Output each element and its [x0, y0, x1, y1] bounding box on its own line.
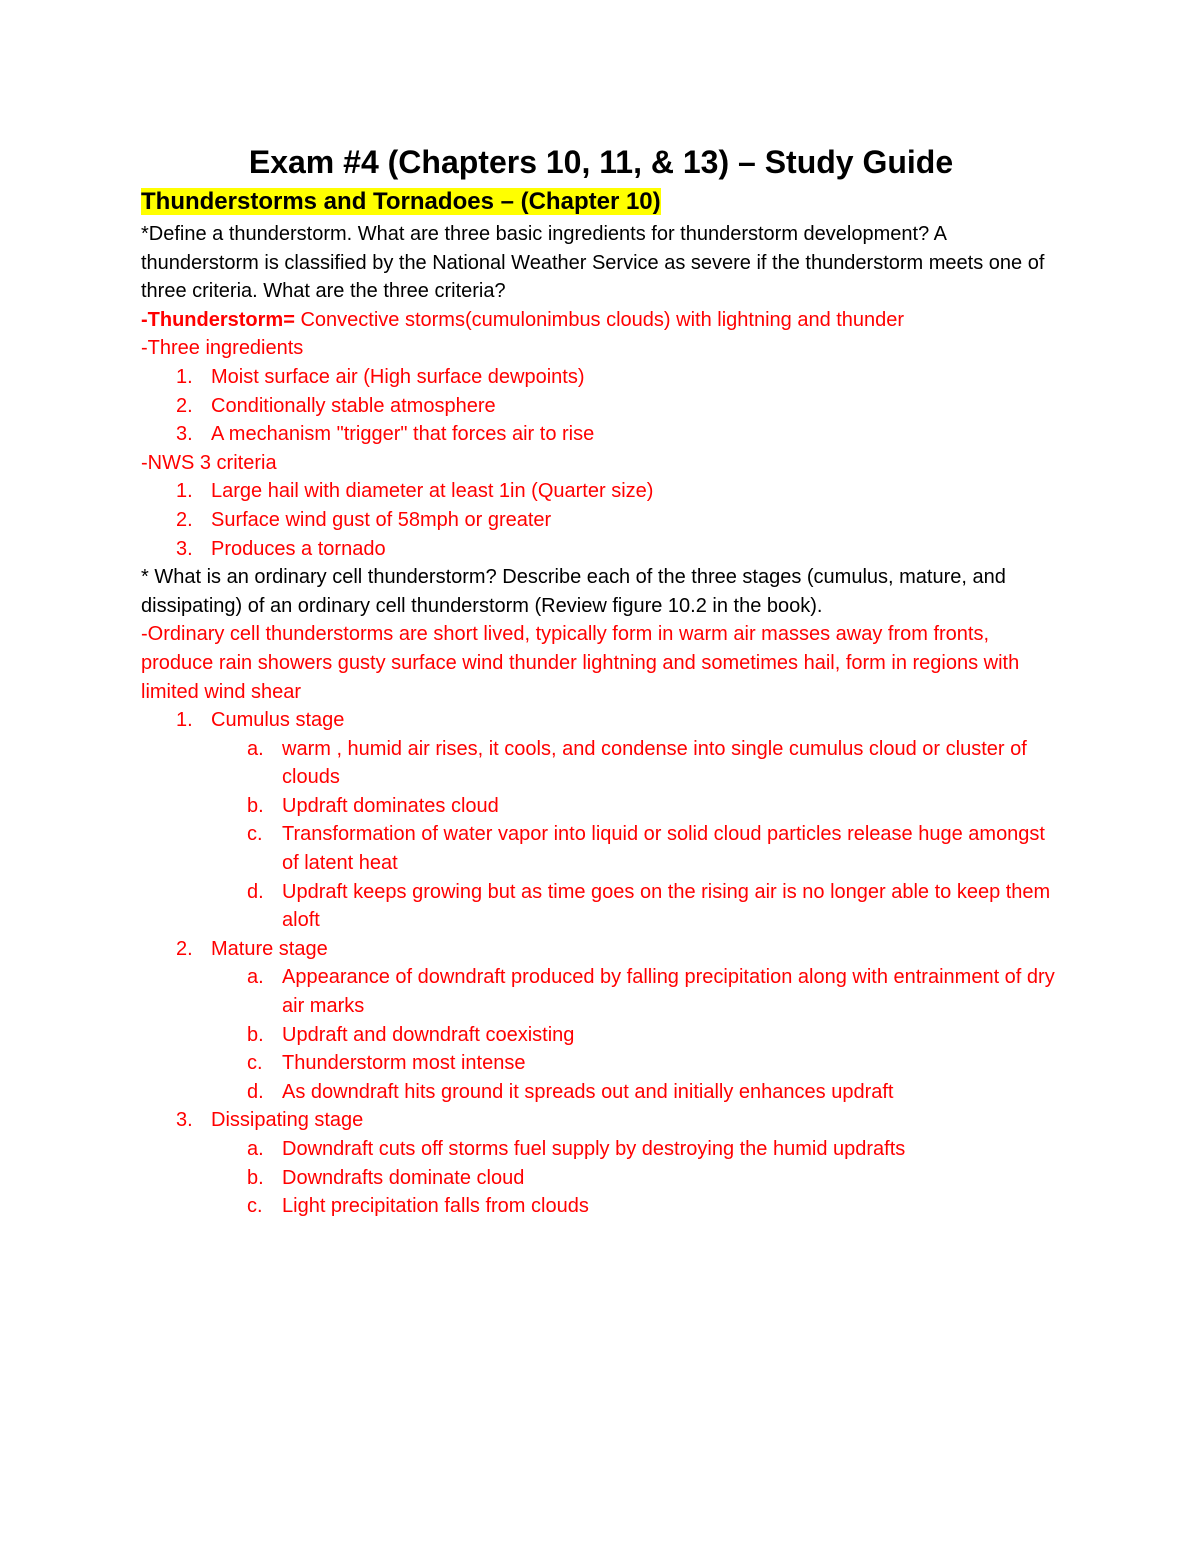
- list-item-text: Produces a tornado: [211, 537, 386, 560]
- list-item: [141, 392, 1061, 421]
- document-title: Exam #4 (Chapters 10, 11, & 13) – Study Guide: [248, 144, 954, 180]
- list-item-text: Updraft keeps growing but as time goes on the rising air is no longer able to keep them aloft: [282, 880, 1051, 932]
- sub-list-item: [141, 1021, 1061, 1050]
- list-marker: 2.: [176, 508, 193, 531]
- list-item-text: Moist surface air (High surface dewpoints): [211, 365, 585, 388]
- document-page: [141, 140, 1061, 1221]
- list-marker: b.: [247, 1023, 264, 1046]
- list-item-text: Transformation of water vapor into liquid or solid cloud particles release huge amongst of latent heat: [282, 823, 1045, 875]
- question-thunderstorm-definition: *Define a thunderstorm. What are three basic ingredients for thunderstorm development? A thunderstorm is classified by the National Weather Service as severe if the thunderstorm meets one of three criteria. What are the three criteria?: [141, 223, 1045, 303]
- question-ordinary-cell: * What is an ordinary cell thunderstorm? Describe each of the three stages (cumulus, mature, and dissipating) of an ordinary cell thunderstorm (Review figure 10.2 in the book).: [141, 566, 1006, 617]
- section-heading-text: Thunderstorms and Tornadoes – (Chapter 10): [141, 188, 661, 215]
- list-marker: a.: [247, 1138, 264, 1160]
- definition-text: Convective storms(cumulonimbus clouds) with lightning and thunder: [294, 308, 905, 331]
- stage-item: [141, 706, 1061, 735]
- list-item-text: A mechanism "trigger" that forces air to rise: [211, 423, 595, 446]
- list-item-text: Updraft dominates cloud: [282, 794, 499, 817]
- list-item: [141, 506, 1061, 535]
- sub-list-item: [141, 1049, 1061, 1078]
- list-item-text: Large hail with diameter at least 1in (Quarter size): [211, 480, 654, 503]
- list-marker: 2.: [176, 394, 193, 417]
- list-marker: b.: [247, 794, 264, 817]
- sub-list-item: [141, 792, 1061, 821]
- list-item-text: warm , humid air rises, it cools, and condense into single cumulus cloud or cluster of clouds: [282, 737, 1027, 789]
- list-marker: d.: [247, 1080, 264, 1103]
- list-marker: a.: [247, 966, 264, 989]
- list-marker: b.: [247, 1166, 264, 1189]
- list-marker: a.: [247, 737, 264, 760]
- list-marker: 3.: [176, 1109, 193, 1132]
- stage-label: Dissipating stage: [211, 1109, 364, 1132]
- sub-list-item: [141, 1164, 1061, 1193]
- list-marker: c.: [247, 1052, 263, 1075]
- definition-term: -Thunderstorm=: [141, 308, 295, 331]
- sub-list-item: [141, 1078, 1061, 1107]
- list-item-text: Updraft and downdraft coexisting: [282, 1023, 575, 1046]
- answer-thunderstorm-definition: [141, 306, 1061, 335]
- list-marker: c.: [247, 1195, 263, 1218]
- list-marker: 1.: [176, 365, 193, 388]
- list-item: [141, 477, 1061, 506]
- list-item: [141, 420, 1061, 449]
- list-item-text: Conditionally stable atmosphere: [211, 394, 496, 417]
- list-item-text: Appearance of downdraft produced by falling precipitation along with entrainment of dry air marks: [282, 966, 1055, 1018]
- stage-item: [141, 1106, 1061, 1135]
- list-item: [141, 363, 1061, 392]
- list-item-text: Downdraft cuts off storms fuel supply by destroying the humid updrafts: [282, 1138, 906, 1160]
- sub-list-item: [141, 735, 1061, 792]
- section-heading: [141, 184, 1061, 220]
- sub-list-item: [141, 1135, 1061, 1164]
- criteria-label: -NWS 3 criteria: [141, 451, 277, 474]
- sub-list-item: [141, 878, 1061, 935]
- sub-list-item: [141, 1192, 1061, 1221]
- list-marker: d.: [247, 880, 264, 903]
- list-marker: 1.: [176, 480, 193, 503]
- stage-label: Cumulus stage: [211, 709, 345, 732]
- list-item-text: Surface wind gust of 58mph or greater: [211, 508, 552, 531]
- list-marker: 2.: [176, 937, 193, 960]
- sub-list-item: [141, 820, 1061, 877]
- list-marker: 1.: [176, 709, 193, 732]
- list-item: [141, 535, 1061, 564]
- answer-ordinary-cell: -Ordinary cell thunderstorms are short lived, typically form in warm air masses away from fronts, produce rain showers gusty surface wind thunder lightning and sometimes hail, form in regions with limited wind shear: [141, 623, 1020, 703]
- list-marker: 3.: [176, 423, 193, 446]
- list-marker: c.: [247, 823, 263, 846]
- ingredients-label: -Three ingredients: [141, 337, 304, 360]
- list-marker: 3.: [176, 537, 193, 560]
- stage-item: [141, 935, 1061, 964]
- list-item-text: Light precipitation falls from clouds: [282, 1195, 589, 1218]
- stage-label: Mature stage: [211, 937, 328, 960]
- list-item-text: Thunderstorm most intense: [282, 1052, 526, 1075]
- list-item-text: As downdraft hits ground it spreads out and initially enhances updraft: [282, 1080, 894, 1103]
- list-item-text: Downdrafts dominate cloud: [282, 1166, 525, 1189]
- sub-list-item: [141, 963, 1061, 1020]
